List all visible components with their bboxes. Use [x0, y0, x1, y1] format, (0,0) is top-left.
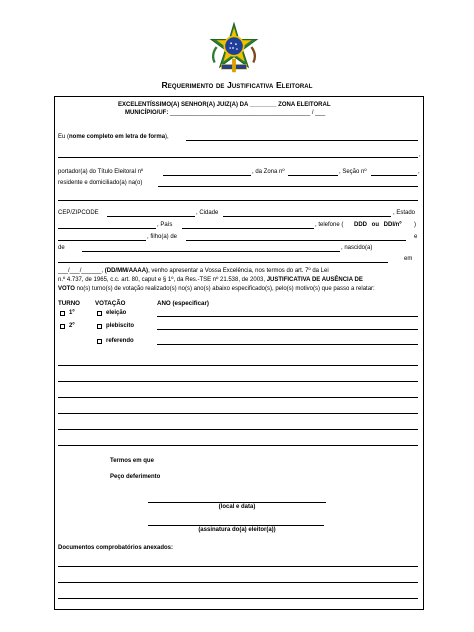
closing-request: Peço deferimento — [110, 474, 161, 480]
turno-header: TURNO — [58, 300, 80, 307]
parent1-field[interactable] — [186, 240, 406, 241]
name-field[interactable] — [186, 140, 418, 141]
state-field[interactable] — [58, 228, 156, 229]
documents-line-3[interactable] — [58, 598, 418, 599]
state-label: , Estado — [393, 210, 416, 216]
reason-line-1[interactable] — [58, 365, 418, 366]
reason-line-3[interactable] — [58, 397, 418, 398]
year-field-1[interactable] — [157, 316, 418, 317]
zone-label: , da Zona nº — [252, 169, 285, 175]
section-label: , Seção nº — [339, 169, 367, 175]
name-field-continuation[interactable] — [58, 157, 418, 158]
turno-2-checkbox[interactable] — [60, 324, 65, 329]
signature-label: (assinatura do(a) eleitor(a)) — [198, 527, 276, 533]
residence-field-continuation[interactable] — [58, 200, 418, 201]
name-label: Eu (nome completo em letra de forma), — [58, 134, 169, 140]
year-field-2[interactable] — [157, 329, 418, 330]
country-label: , País — [157, 222, 173, 228]
eleicao-checkbox[interactable] — [97, 311, 102, 316]
city-field[interactable] — [223, 216, 391, 217]
zone-field[interactable] — [288, 175, 338, 176]
plebiscito-checkbox[interactable] — [97, 324, 102, 329]
page-title: Requerimento de Justificativa Eleitoral — [161, 80, 313, 90]
born-label: , nascido(a) — [341, 245, 373, 251]
parent-label: , filho(a) de — [147, 234, 178, 240]
form-page: Requerimento de Justificativa Eleitoral EXCELENTÍSSIMO(A) SENHOR(A) JUIZ(A) DA ________ ZONA ELEITORAL MUNICÍPIO/UF: __________________________________________ / ___ Eu (nome completo em letra de forma), , portador(a) do Título Eleitoral nº , da Zona nº , Seção nº , residente e domiciliado(a) na(o) CEP/ZIPCODE , Cidade , Estado , País , telefone ( DDD ou DDI/nº ) , filho(a) de e de , nascido(a) em ___/___/______, (DD/MM/AAAA), venho apresentar a Vossa Excelência, nos termos do art. 7º da Lei n.º 4.737, de 1965, c.c. art. 80, caput e § 1º, da Res.-TSE nº 21.538, de 2003, JUSTIFICATIVA DE AUSÊNCIA DE VOTO no(s) turno(s) de votação realizado(s) no(s) ano(s) abaixo especificado(s), pelo(s) motivo(s) que passo a relatar: TURNO VOTAÇÃO ANO (especificar) 1º eleição 2º plebiscito referendo Termos em que Peço deferimento (local e data) (assinatura do(a) eleitor(a)) Documentos comprobatórios anexados: — [0, 0, 474, 632]
zipcode-label: CEP/ZIPCODE — [58, 210, 99, 216]
coat-of-arms-icon — [205, 20, 263, 78]
referendo-checkbox[interactable] — [97, 339, 102, 344]
date-statement: ___/___/______, (DD/MM/AAAA), venho apresentar a Vossa Excelência, nos termos do art. 7º da Lei — [58, 268, 329, 274]
reason-line-5[interactable] — [58, 429, 418, 430]
documents-label: Documentos comprobatórios anexados: — [58, 545, 174, 551]
zipcode-field[interactable] — [107, 216, 195, 217]
closing-terms: Termos em que — [110, 458, 154, 464]
voter-title-label: portador(a) do Título Eleitoral nº — [58, 169, 144, 175]
reason-line-4[interactable] — [58, 413, 418, 414]
section-field[interactable] — [371, 175, 417, 176]
documents-line-2[interactable] — [58, 582, 418, 583]
municipality-line: MUNICÍPIO/UF: __________________________________________ / ___ — [125, 110, 326, 116]
place-date-label: (local e data) — [218, 504, 256, 510]
vote-statement: VOTO no(s) turno(s) de votação realizado(s) no(s) ano(s) abaixo especificado(s), pelo(s) motivo(s) que passo a relatar: — [58, 286, 375, 292]
voter-title-field[interactable] — [163, 175, 251, 176]
reason-line-6[interactable] — [58, 445, 418, 446]
signature-field[interactable] — [148, 525, 324, 526]
phone-label: , telefone ( — [315, 222, 344, 228]
city-label: , Cidade — [196, 210, 219, 216]
residence-field[interactable] — [158, 186, 418, 187]
birthplace-field[interactable] — [58, 262, 388, 263]
year-field-3[interactable] — [157, 344, 418, 345]
country-field[interactable] — [182, 228, 314, 229]
law-reference: n.º 4.737, de 1965, c.c. art. 80, caput e § 1º, da Res.-TSE nº 21.538, de 2003, JUSTIFICATIVA DE AUSÊNCIA DE — [58, 277, 363, 283]
place-date-field[interactable] — [148, 502, 326, 503]
phone-format-label: DDD ou DDI/nº — [354, 222, 402, 228]
phone-field[interactable] — [58, 240, 146, 241]
ano-header: ANO (especificar) — [157, 300, 209, 307]
residence-label: residente e domiciliado(a) na(o) — [58, 180, 143, 186]
votacao-header: VOTAÇÃO — [95, 300, 126, 307]
reason-line-2[interactable] — [58, 381, 418, 382]
judge-address-line: EXCELENTÍSSIMO(A) SENHOR(A) JUIZ(A) DA ________ ZONA ELEITORAL — [118, 102, 331, 108]
documents-line-1[interactable] — [58, 566, 418, 567]
parent2-field[interactable] — [82, 251, 340, 252]
turno-1-checkbox[interactable] — [60, 311, 65, 316]
